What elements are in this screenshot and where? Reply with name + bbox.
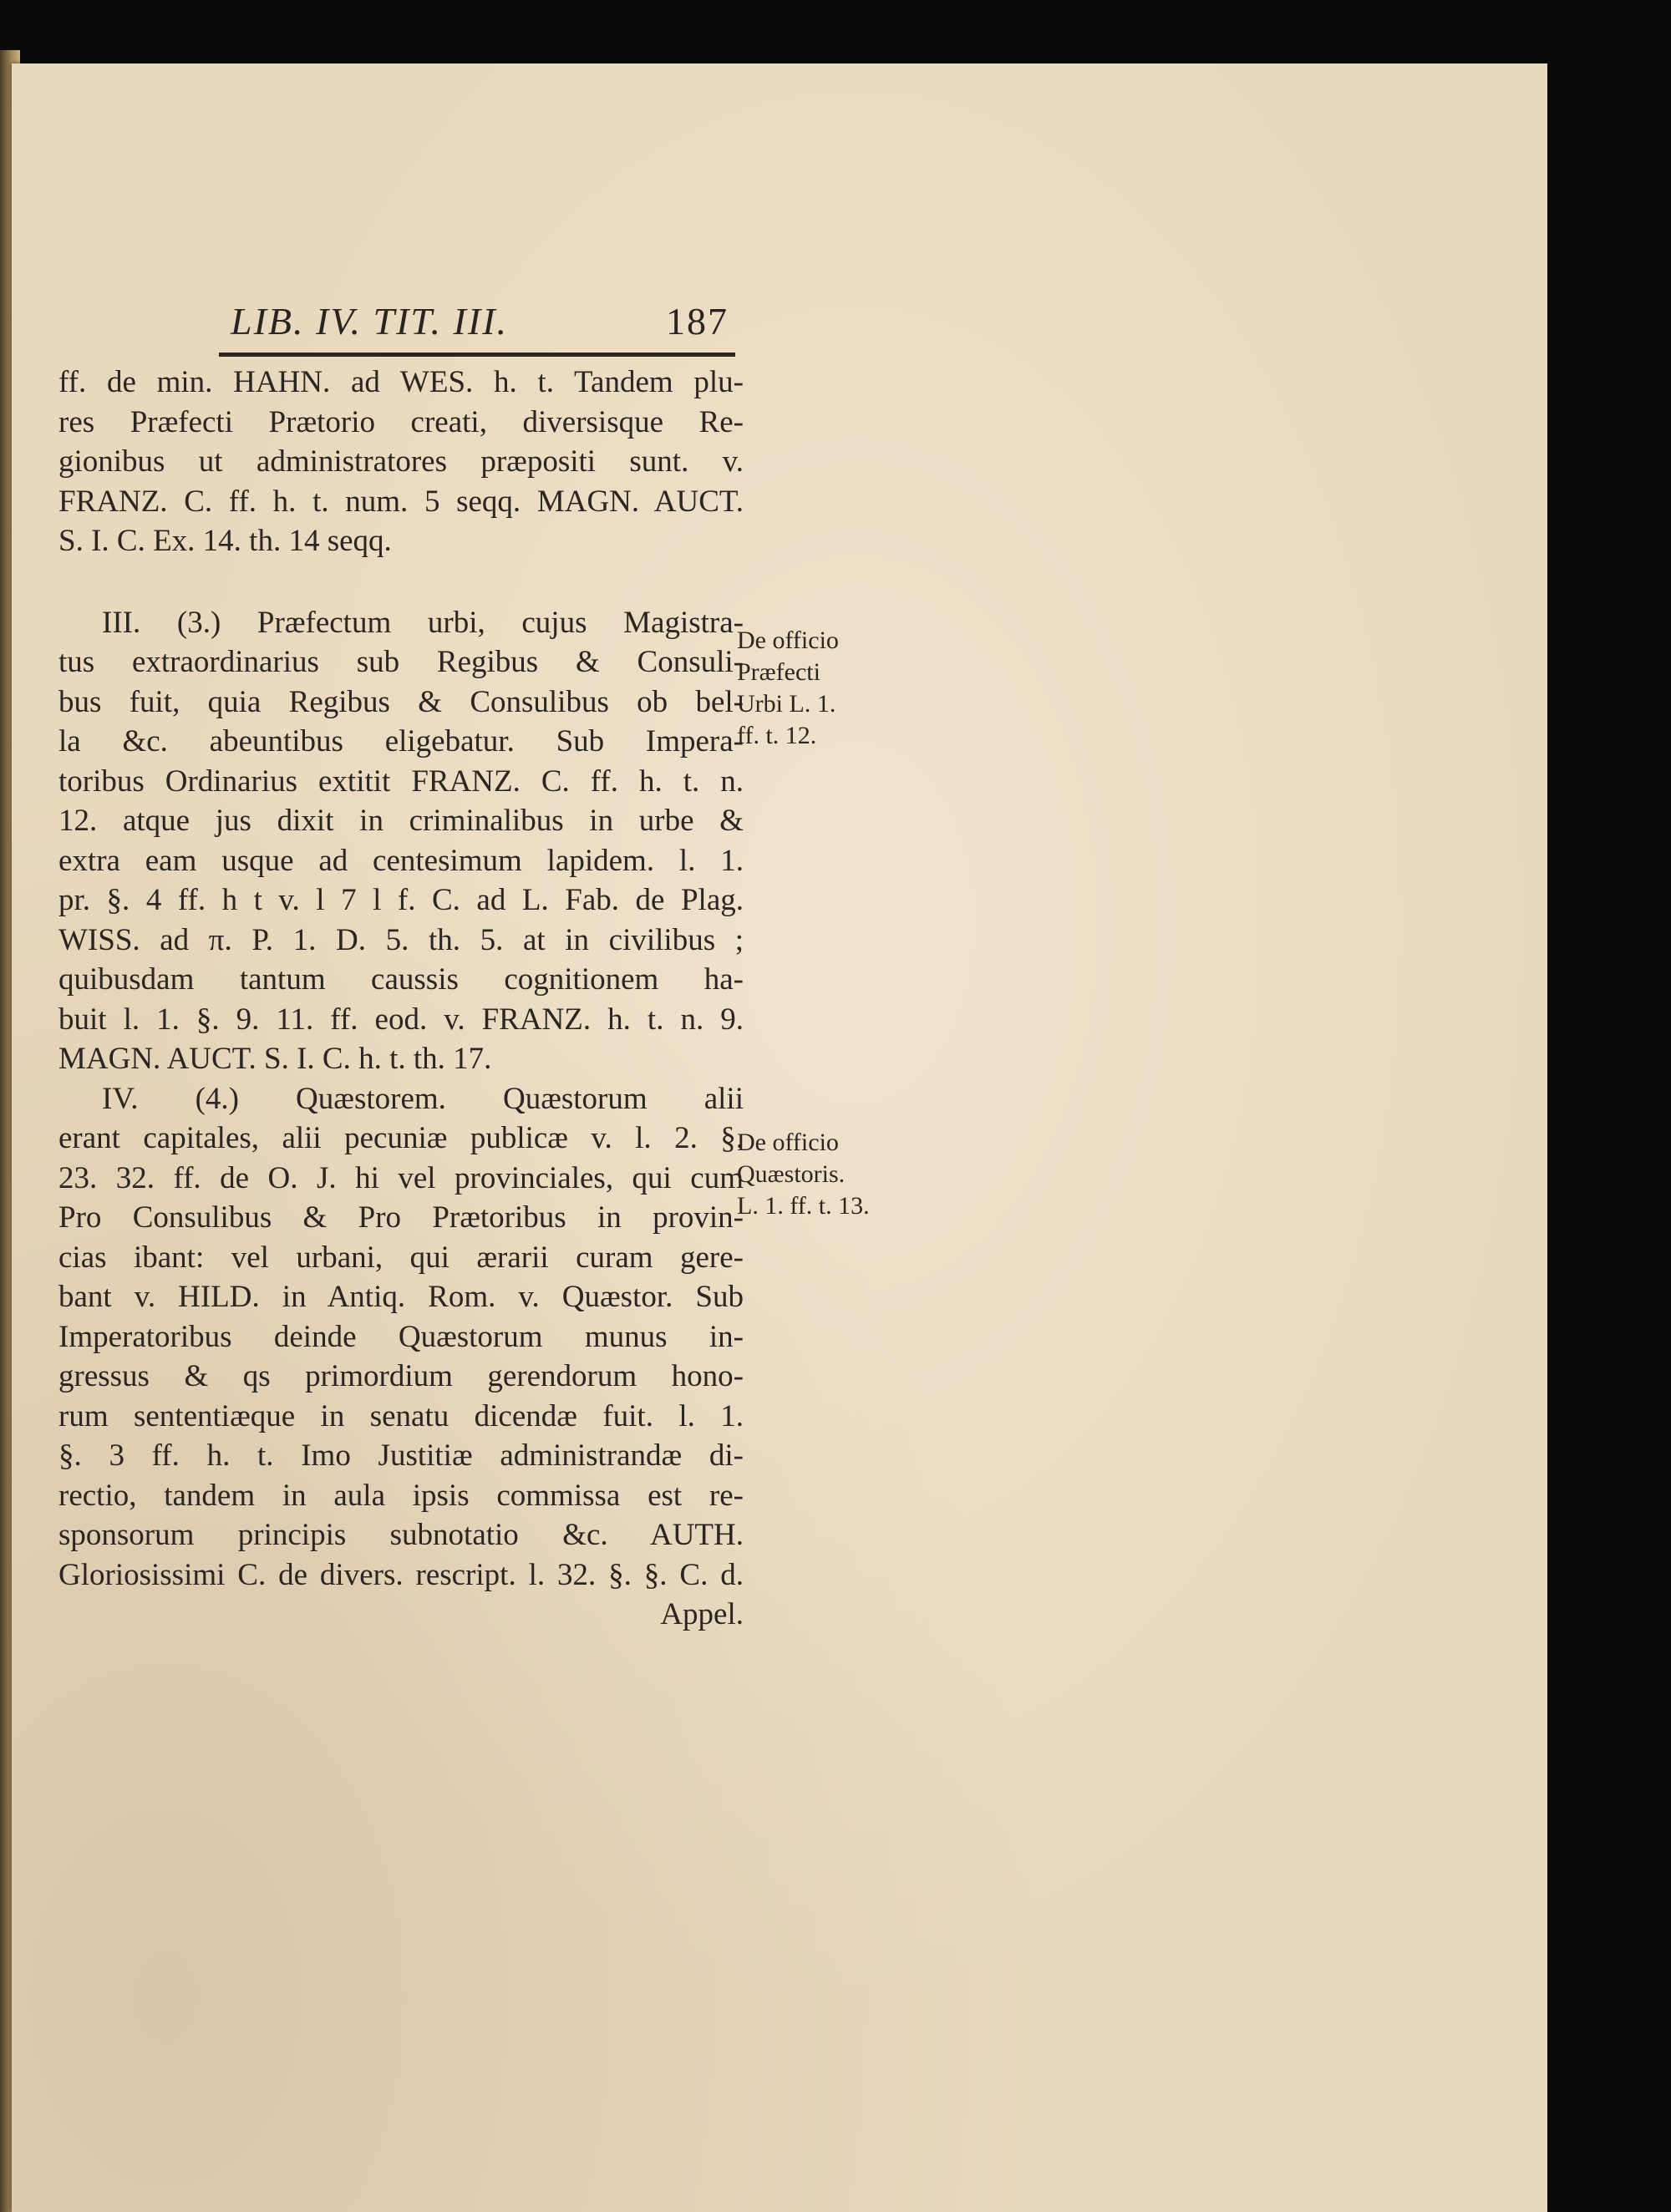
text-line: pr. §. 4 ff. h t v. l 7 l f. C. ad L. Fab. de Plag. [58, 883, 744, 917]
text-line: bus fuit, quia Regibus & Consulibus ob bel- [58, 684, 744, 719]
text-line: rectio, tandem in aula ipsis commissa est re- [58, 1478, 744, 1513]
text-line: Pro Consulibus & Pro Prætoribus in provin- [58, 1200, 744, 1235]
text-line: Gloriosissimi C. de divers. rescript. l. 32. §. §. C. d. [58, 1557, 744, 1592]
text-line: gionibus ut administratores præpositi sunt. v. [58, 444, 744, 479]
text-line: IV. (4.) Quæstorem. Quæstorum alii [102, 1081, 744, 1116]
paragraph-2 [58, 363, 744, 561]
margin-line: Præfecti [737, 658, 820, 686]
text-line: quibusdam tantum caussis cognitionem ha- [58, 962, 744, 997]
header-title: LIB. IV. TIT. III. [231, 300, 509, 342]
margin-line: Quæstoris. [737, 1160, 846, 1188]
margin-line: De officio [737, 1129, 839, 1156]
text-line: ff. de min. HAHN. ad WES. h. t. Tandem plu- [58, 365, 744, 399]
margin-note-quaestor [737, 1127, 896, 1222]
text-line: §. 3 ff. h. t. Imo Justitiæ administrandæ di- [58, 1438, 744, 1473]
text-line: 23. 32. ff. de O. J. hi vel provinciales, qui cum [58, 1160, 744, 1195]
text-line: FRANZ. C. ff. h. t. num. 5 seqq. MAGN. AUCT. [58, 484, 744, 519]
text-line: Imperatoribus deinde Quæstorum munus in- [58, 1319, 744, 1354]
text-line: tus extraordinarius sub Regibus & Consuli- [58, 645, 744, 679]
text-line: bant v. HILD. in Antiq. Rom. v. Quæstor. Sub [58, 1280, 744, 1314]
text-line: rum sententiæque in senatu dicendæ fuit. l. 1. [58, 1398, 744, 1433]
margin-line: L. 1. ff. t. 13. [737, 1192, 870, 1220]
book-page [12, 63, 1547, 2212]
main-text [58, 363, 744, 1635]
text-line: cias ibant: vel urbani, qui ærarii curam gere- [58, 1240, 744, 1275]
text-line: sponsorum principis subnotatio &c. AUTH. [58, 1518, 744, 1552]
catchword: Appel. [660, 1597, 744, 1631]
paragraph-3 [58, 603, 744, 1079]
header-rule [219, 353, 735, 357]
margin-line: De officio [737, 627, 839, 654]
text-line: WISS. ad π. P. 1. D. 5. th. 5. at in civilibus ; [58, 922, 744, 957]
text-line: res Præfecti Prætorio creati, diversisque Re- [58, 404, 744, 439]
margin-line: ff. t. 12. [737, 722, 817, 749]
text-line: extra eam usque ad centesimum lapidem. l. 1. [58, 843, 744, 878]
paragraph-4 [58, 1079, 744, 1635]
text-line: la &c. abeuntibus eligebatur. Sub Impera- [58, 724, 744, 758]
text-line: MAGN. AUCT. S. I. C. h. t. th. 17. [58, 1042, 492, 1076]
text-line: 12. atque jus dixit in criminalibus in urbe & [58, 804, 744, 838]
paragraph-gap [58, 561, 744, 603]
text-line: buit l. 1. §. 9. 11. ff. eod. v. FRANZ. h. t. n. 9. [58, 1002, 744, 1037]
text-line: gressus & qs primordium gerendorum hono- [58, 1359, 744, 1393]
margin-line: Urbi L. 1. [737, 690, 836, 718]
running-header [231, 299, 732, 348]
text-line: erant capitales, alii pecuniæ publicæ v. l. 2. §. [58, 1121, 744, 1155]
text-line: S. I. C. Ex. 14. th. 14 seqq. [58, 524, 392, 558]
margin-note-prefect [737, 625, 896, 752]
text-line: toribus Ordinarius extitit FRANZ. C. ff. h. t. n. [58, 764, 744, 799]
page-number: 187 [666, 300, 729, 342]
text-line: III. (3.) Præfectum urbi, cujus Magistra- [102, 605, 744, 640]
